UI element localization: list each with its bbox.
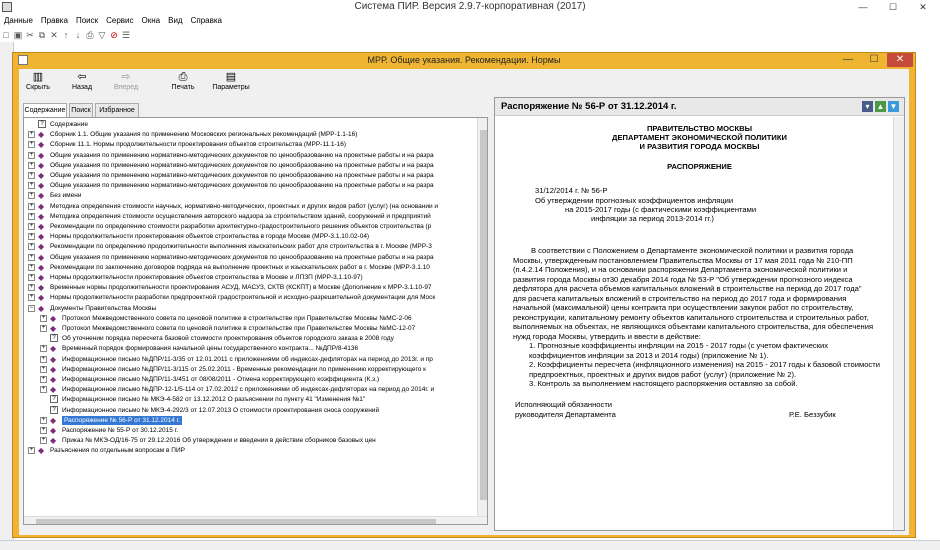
back-button[interactable] bbox=[67, 70, 97, 96]
tab-search[interactable]: Поиск bbox=[69, 103, 93, 117]
document-window-icon bbox=[18, 55, 28, 65]
book-icon: ◆ bbox=[38, 181, 45, 191]
expand-node-icon[interactable]: + bbox=[29, 131, 34, 138]
doc-line: реконструкции, капитальному ремонту объектов капитального строительства и строительных работ, bbox=[513, 312, 869, 322]
tree-item-label: Информационное письмо №ДПР/11-3/35 от 12.01.2011 с приложениями об индексах-дефляторах на период до 2013г. и пр bbox=[62, 355, 433, 363]
tree-item[interactable] bbox=[24, 283, 476, 292]
tree-item-label: Общие указания по применению нормативно-методических документов по ценообразованию на проектные работы и на разра bbox=[50, 253, 434, 261]
doc-line: Исполняющий обязанности bbox=[515, 400, 613, 409]
expand-node-icon[interactable]: + bbox=[41, 345, 46, 352]
tree-item[interactable] bbox=[24, 406, 476, 415]
tree-hscroll-thumb[interactable] bbox=[36, 519, 436, 524]
tree-item[interactable] bbox=[24, 355, 476, 364]
doc-line: (п.4.2.14 Положения), и на основании распоряжения Департамента экономической политики и bbox=[513, 265, 848, 274]
tree-item-label: Временные нормы продолжительности проектирования АСУД, МАСУЗ, СКТВ (КСКПТ) в Москве (Дополнение к МРР-3.1.10-97 bbox=[50, 284, 432, 292]
doc-close-icon[interactable]: ✕ bbox=[887, 53, 913, 67]
help-page-icon: ? bbox=[38, 120, 46, 128]
app-title-bar bbox=[0, 0, 940, 14]
tree-item-label: Нормы продолжительности проектирования объектов строительства в Москве и ЛПЗП (МРР-3.1.10-97) bbox=[50, 274, 363, 281]
expand-node-icon[interactable]: + bbox=[29, 182, 34, 189]
help-page-icon: ? bbox=[50, 334, 58, 342]
document-window bbox=[12, 52, 916, 538]
scroll-up-icon[interactable]: ▲ bbox=[876, 102, 885, 111]
tree-item-label: Документы Правительства Москвы bbox=[50, 304, 157, 312]
status-bar bbox=[0, 540, 940, 550]
document-view-header bbox=[495, 98, 904, 116]
back-label: Назад bbox=[71, 84, 93, 91]
tree-item[interactable] bbox=[24, 242, 476, 251]
book-icon: ◆ bbox=[38, 242, 45, 252]
print-label: Печать bbox=[171, 84, 195, 91]
doc-line: для расчета капитальных вложений в строительство на период до 2017 года и формирования bbox=[513, 293, 847, 303]
tree-item-label: Общие указания по применению нормативно-методических документов по ценообразованию на проектные работы и на разра bbox=[50, 161, 434, 169]
tree-item-label: Об уточнении порядка пересчета базовой стоимости проектирования объектов городского заказа в 2008 году bbox=[62, 335, 394, 343]
doc-line: инфляции за период 2013-2014 гг.) bbox=[591, 214, 714, 223]
doc-line: коэффициентов инфляции за 2013 и 2014 годы) (приложение № 1). bbox=[529, 350, 769, 360]
menu-help[interactable]: Справка bbox=[190, 16, 222, 25]
expand-node-icon[interactable]: + bbox=[41, 325, 46, 331]
book-icon: ◆ bbox=[38, 140, 45, 150]
expand-node-icon[interactable]: + bbox=[29, 172, 34, 178]
expand-node-icon[interactable]: + bbox=[41, 416, 46, 423]
maximize-icon[interactable]: ☐ bbox=[888, 2, 898, 12]
book-icon: ◆ bbox=[38, 283, 45, 293]
tree-item[interactable] bbox=[24, 151, 476, 160]
document-window-body bbox=[19, 69, 909, 535]
app-title: Система ПИР. Версия 2.9.7-корпоративная (2017) bbox=[354, 1, 586, 12]
tree-item-label: Распоряжение № 55-Р от 30.12.2015 г. bbox=[62, 427, 179, 434]
doc-line: на 2015-2017 годы (с фактическими коэффициентами bbox=[565, 205, 757, 214]
book-icon: ◆ bbox=[38, 171, 45, 180]
doc-line: выполняемых на объектах, не являющихся объектами капитального строительства, для обеспечения bbox=[513, 322, 874, 331]
tree-item[interactable] bbox=[24, 385, 476, 394]
print-icon[interactable]: ⎙ bbox=[86, 30, 94, 40]
tree-item[interactable] bbox=[24, 375, 476, 384]
doc-line: 3. Контроль за выполнением настоящего распоряжения оставляю за собой. bbox=[529, 379, 798, 388]
tree-item[interactable] bbox=[24, 212, 476, 221]
forward-arrow-icon: ⇨ bbox=[121, 71, 131, 83]
down-icon[interactable]: ↓ bbox=[75, 30, 81, 40]
doc-line: Об утверждении прогнозных коэффициентов инфляции bbox=[535, 196, 734, 205]
book-icon: ◆ bbox=[50, 324, 57, 333]
expand-node-icon[interactable]: + bbox=[29, 274, 34, 280]
tree-item-label: Без имени bbox=[50, 192, 82, 200]
tree-item-label: Информационное письмо № МКЭ-4-292/3 от 12.07.2013 О стоимости проектирования сноса сооружений bbox=[62, 406, 380, 414]
doc-line: руководителя Департамента bbox=[515, 410, 616, 419]
expand-node-icon[interactable]: + bbox=[29, 447, 34, 454]
doc-maximize-icon[interactable]: ☐ bbox=[869, 54, 879, 65]
hide-button[interactable] bbox=[23, 70, 53, 96]
book-icon: ◆ bbox=[38, 293, 45, 303]
book-icon: ◆ bbox=[38, 273, 45, 282]
tree-item-label: Общие указания по применению нормативно-методических документов по ценообразованию на проектные работы и на разра bbox=[50, 172, 434, 179]
doc-line: предпроектных, проектных и других видов работ (услуг) (приложение № 2). bbox=[529, 369, 797, 379]
params-label: Параметры bbox=[212, 84, 250, 91]
menu-service[interactable]: Сервис bbox=[106, 16, 134, 25]
doc-line: дефлятора для расчета объемов капитальных вложений в строительстве на период до 2017 года" bbox=[513, 284, 862, 293]
tree-item[interactable] bbox=[24, 365, 476, 374]
hide-label: Скрыть bbox=[26, 84, 50, 91]
doc-line: Р.Е. Беззубик bbox=[789, 410, 836, 419]
tree-item-label: Временный порядок формирования начальной цены государственного контракта... №ДПР/8-4136 bbox=[62, 345, 359, 353]
expand-node-icon[interactable]: + bbox=[41, 386, 46, 393]
tree-item-label: Рекомендации по определению продолжительности выполнения изыскательских работ для строительства в г. Москве (МРР-3 bbox=[50, 243, 432, 251]
tree-item-label: Информационное письмо №ДПР/11-3/451 от 08/08/2011 - Отмена корректирующего коэффициента (К.з.) bbox=[62, 376, 380, 383]
tree-item-label: Протокол Межведомственного совета по ценовой политике в строительстве при Правительстве Москвы №МС-2-06 bbox=[62, 314, 412, 322]
forward-button[interactable] bbox=[109, 70, 143, 96]
doc-line: начальной (максимальной) цены контракта при осуществлении закупок работ по строительству, bbox=[513, 303, 854, 312]
book-icon: ◆ bbox=[38, 232, 45, 242]
tree-item[interactable] bbox=[24, 181, 476, 190]
tree-item-label: Содержание bbox=[50, 121, 88, 128]
tree-item-label-selected: Распоряжение № 56-Р от 31.12.2014 г. bbox=[64, 416, 181, 424]
tree-item[interactable] bbox=[24, 161, 476, 170]
tree-item-label: Нормы продолжительности разработки предпроектной градостроительной и исходно-разрешительной документации для Моск bbox=[50, 294, 436, 302]
close-icon[interactable]: ✕ bbox=[919, 2, 927, 12]
tree-item-label: Методика определения стоимости научных, нормативно-методических, проектных и других видов работ (услуг) (на основании и bbox=[50, 202, 439, 210]
book-icon: ◆ bbox=[38, 130, 45, 140]
doc-toolbar bbox=[19, 69, 909, 97]
book-icon: ◆ bbox=[50, 313, 57, 323]
expand-node-icon[interactable]: + bbox=[29, 294, 34, 301]
expand-node-icon[interactable]: + bbox=[41, 314, 46, 321]
cancel-filter-icon[interactable]: ⊘ bbox=[110, 30, 118, 40]
expand-node-icon[interactable]: + bbox=[41, 427, 46, 433]
tree-item[interactable] bbox=[24, 130, 476, 139]
tree-item-label: Сборник 1.1. Общие указания по применению Московских региональных рекомендаций (МРР-1.1-16) bbox=[50, 131, 358, 139]
cut-icon[interactable]: ✂ bbox=[26, 30, 34, 40]
hide-icon: ▥ bbox=[32, 71, 44, 83]
minimize-icon[interactable]: — bbox=[858, 2, 868, 12]
filter-icon[interactable]: ▽ bbox=[98, 30, 106, 40]
tree-item-label: Рекомендации по заключению договоров подряда на выполнение проектных и изыскательских работ в г. Москве (МРР-3.1.10 bbox=[50, 263, 430, 271]
expand-node-icon[interactable]: + bbox=[29, 212, 34, 219]
tree-item[interactable] bbox=[24, 222, 476, 231]
document-view-title: Распоряжение № 56-Р от 31.12.2014 г. bbox=[501, 101, 677, 112]
tree-item[interactable] bbox=[24, 436, 476, 445]
tree-item[interactable] bbox=[24, 140, 476, 149]
tree-item-label: Разъяснения по отдельным вопросам в ПИР bbox=[50, 447, 185, 455]
doc-line: 1. Прогнозные коэффициенты инфляции на 2015 - 2017 годы (с учетом фактических bbox=[529, 341, 829, 350]
book-icon: ◆ bbox=[50, 426, 57, 435]
book-icon: ◆ bbox=[50, 415, 57, 425]
expand-node-icon[interactable]: + bbox=[41, 365, 46, 372]
book-icon: ◆ bbox=[50, 344, 57, 354]
tree-item[interactable] bbox=[24, 334, 476, 343]
doc-line: 31/12/2014 г. № 56-Р bbox=[535, 186, 608, 195]
app-icon bbox=[2, 2, 12, 12]
tree-item[interactable] bbox=[24, 426, 476, 435]
expand-node-icon[interactable]: + bbox=[41, 376, 46, 382]
tree-horizontal-scrollbar[interactable] bbox=[24, 516, 487, 525]
tree-item[interactable] bbox=[24, 120, 476, 129]
doc-line: ДЕПАРТАМЕНТ ЭКОНОМИЧЕСКОЙ ПОЛИТИКИ bbox=[612, 133, 787, 142]
document-view bbox=[494, 97, 905, 531]
tree-item[interactable] bbox=[24, 314, 476, 323]
scroll-down-icon[interactable]: ▼ bbox=[889, 102, 898, 111]
delete-icon[interactable]: ✕ bbox=[50, 30, 58, 40]
contents-tree[interactable] bbox=[23, 117, 488, 525]
book-icon: ◆ bbox=[50, 436, 57, 446]
open-book-icon: ◆ bbox=[38, 303, 45, 313]
tree-item[interactable] bbox=[24, 191, 476, 200]
settings-icon[interactable]: ☰ bbox=[121, 30, 131, 40]
tree-item-label: Информационное письмо № МКЭ-4-582 от 13.12.2012 О разъяснении по пункту 41 "Изменения №1" bbox=[62, 396, 366, 404]
menu-search[interactable]: Поиск bbox=[75, 16, 99, 25]
tree-item[interactable] bbox=[24, 171, 476, 180]
params-icon: ▤ bbox=[225, 71, 237, 83]
collapse-icon[interactable]: ▾ bbox=[862, 101, 873, 112]
menu-bar bbox=[0, 14, 940, 28]
menu-data[interactable]: Данные bbox=[4, 16, 33, 25]
book-icon: ◆ bbox=[38, 160, 45, 170]
tree-item[interactable] bbox=[24, 446, 476, 455]
tree-item-label: Общие указания по применению нормативно-методических документов по ценообразованию на проектные работы и на разра bbox=[50, 151, 434, 159]
expand-node-icon[interactable]: + bbox=[41, 437, 46, 444]
book-icon: ◆ bbox=[38, 262, 45, 272]
tree-item-label: Протокол Межведомственного совета по ценовой политике в строительстве при Правительстве Москвы №МС-12-07 bbox=[62, 325, 416, 332]
tree-item[interactable] bbox=[24, 304, 476, 313]
doc-minimize-icon[interactable]: — bbox=[843, 54, 853, 65]
tree-item[interactable] bbox=[24, 273, 476, 282]
back-arrow-icon: ⇦ bbox=[77, 71, 87, 83]
book-icon: ◆ bbox=[50, 385, 57, 395]
open-icon[interactable]: ▣ bbox=[13, 30, 23, 40]
tree-item[interactable] bbox=[24, 416, 476, 425]
menu-edit[interactable]: Правка bbox=[40, 16, 68, 25]
expand-node-icon[interactable]: + bbox=[29, 233, 34, 240]
doc-line: В соответствии с Положением о Департаменте экономической политики и развития города bbox=[531, 246, 854, 255]
printer-icon: ⎙ bbox=[178, 71, 188, 83]
expand-node-icon[interactable]: + bbox=[29, 263, 34, 270]
tree-item-label: Приказ № МКЭ-ОД/16-75 от 29.12.2016 Об утверждении и введении в действие сборников базовых цен bbox=[62, 437, 376, 445]
tree-item-label: Информационное письмо №ДПР/11-3/115 от 25.02.2011 - Временные рекомендации по применению корректирующего к bbox=[62, 365, 426, 373]
document-window-title: МРР. Общие указания. Рекомендации. Нормы bbox=[367, 55, 561, 65]
book-icon: ◆ bbox=[38, 191, 45, 201]
tab-contents[interactable]: Содержание bbox=[23, 103, 67, 117]
doc-line: развития города Москвы от30 декабря 2014 года № 53-Р "Об утверждении прогнозного индекса bbox=[513, 274, 853, 284]
expand-node-icon[interactable]: + bbox=[29, 141, 34, 148]
tree-vertical-scrollbar[interactable] bbox=[477, 118, 488, 516]
tree-item-label: Методика определения стоимости осуществления авторского надзора за строительством зданий, сооружений и предприятий bbox=[50, 212, 431, 220]
new-icon[interactable]: □ bbox=[3, 30, 9, 40]
expand-node-icon[interactable]: + bbox=[29, 151, 34, 158]
expand-node-icon[interactable]: + bbox=[29, 284, 34, 291]
doc-line: ПРАВИТЕЛЬСТВО МОСКВЫ bbox=[646, 124, 753, 133]
document-window-titlebar bbox=[13, 53, 915, 67]
tree-item[interactable] bbox=[24, 263, 476, 272]
copy-icon[interactable]: ⧉ bbox=[38, 30, 46, 40]
book-icon: ◆ bbox=[38, 150, 45, 160]
book-icon: ◆ bbox=[50, 375, 57, 384]
main-toolbar bbox=[0, 28, 300, 42]
print-button[interactable] bbox=[163, 70, 203, 96]
menu-view[interactable]: Вид bbox=[168, 16, 183, 25]
doc-line: РАСПОРЯЖЕНИЕ bbox=[667, 162, 732, 171]
tree-item[interactable] bbox=[24, 232, 476, 241]
tree-item-label: Рекомендации по определению стоимости разработки архитектурно-градостроительного решения объектов строительства (р bbox=[50, 223, 432, 230]
expand-node-icon[interactable]: + bbox=[29, 223, 34, 229]
book-icon: ◆ bbox=[38, 211, 45, 221]
tree-item-label: Информационное письмо №ДПР-12-1/5-114 от 17.02.2012 с приложениями об индексах-дефляторах на период до 2014г. и bbox=[62, 386, 435, 394]
expand-node-icon[interactable]: + bbox=[29, 243, 34, 250]
tree-vscroll-thumb[interactable] bbox=[480, 130, 487, 500]
expand-node-icon[interactable]: + bbox=[29, 161, 34, 168]
tree-item[interactable] bbox=[24, 293, 476, 302]
book-icon: ◆ bbox=[50, 354, 57, 364]
tree-item[interactable] bbox=[24, 202, 476, 211]
menu-windows[interactable]: Окна bbox=[141, 16, 161, 25]
tree-item-label: Нормы продолжительности проектирования объектов строительства в городе Москве (МРР-3.1.10.02-04) bbox=[50, 233, 370, 241]
expand-node-icon[interactable]: + bbox=[29, 202, 34, 209]
tree-item[interactable] bbox=[24, 344, 476, 353]
book-icon: ◆ bbox=[38, 222, 45, 231]
help-page-icon: ? bbox=[50, 406, 58, 414]
book-icon: ◆ bbox=[38, 201, 45, 211]
doc-line: 2. Коэффициенты пересчета (инфляционного изменения) на 2015 - 2017 годы к базовой стоимости bbox=[529, 360, 880, 369]
tree-item-label: Сборник 11.1. Нормы продолжительности проектирования объектов строительства (МРР-11.1-16) bbox=[50, 141, 347, 149]
help-page-icon: ? bbox=[50, 395, 58, 403]
tab-favorites[interactable]: Избранное bbox=[95, 103, 139, 117]
doc-line: Москвы, утвержденным постановлением Правительства Москвы от 17 мая 2011 года № 210-ПП bbox=[513, 255, 853, 265]
expand-node-icon[interactable]: + bbox=[29, 253, 34, 260]
tree-item[interactable] bbox=[24, 395, 476, 404]
forward-label: Вперед bbox=[113, 84, 139, 91]
up-icon[interactable]: ↑ bbox=[63, 30, 69, 40]
book-icon: ◆ bbox=[38, 252, 45, 262]
collapse-node-icon[interactable]: − bbox=[29, 304, 34, 311]
params-button[interactable] bbox=[209, 70, 253, 96]
expand-node-icon[interactable]: + bbox=[29, 192, 34, 199]
book-icon: ◆ bbox=[38, 446, 45, 456]
doc-vertical-scrollbar[interactable] bbox=[893, 117, 904, 530]
tree-item[interactable] bbox=[24, 253, 476, 262]
book-icon: ◆ bbox=[50, 364, 57, 374]
tree-item[interactable] bbox=[24, 324, 476, 333]
doc-line: И РАЗВИТИЯ ГОРОДА МОСКВЫ bbox=[639, 142, 760, 151]
tree-item-label: Общие указания по применению нормативно-методических документов по ценообразованию на проектные работы и на разра bbox=[50, 182, 434, 190]
doc-line: нужд города Москвы, утвердить и ввести в действие: bbox=[513, 331, 701, 341]
expand-node-icon[interactable]: + bbox=[41, 355, 46, 362]
